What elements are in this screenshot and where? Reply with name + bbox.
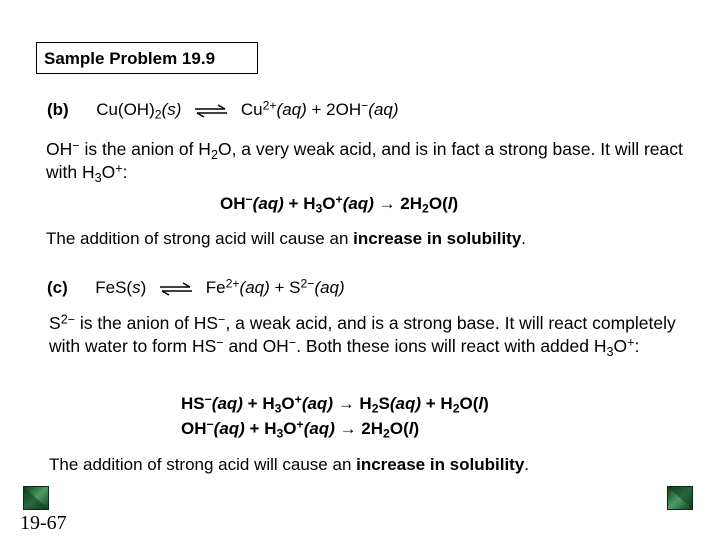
- part-b-equation: (b) $Cu(OH)_2(s) Cu^{2+}(aq) + 2OH^-(aq)$: [47, 98, 399, 122]
- part-c-label: (c): [47, 278, 68, 297]
- part-b-reaction: $OH^-(aq) + H_3O^+(aq) \to 2H_2O(l)$: [220, 192, 459, 216]
- part-c-reaction-1: $HS^-(aq) + H_3O^+(aq) \to H_2S(aq) + H_2O(l)$: [181, 392, 489, 416]
- forward-nav-icon[interactable]: [667, 486, 693, 510]
- part-c-equation: (c) FeS(s) $Fe^{2+}(aq) + S^{2-}(aq)$: [47, 276, 345, 297]
- equilibrium-arrow-icon: [159, 282, 193, 296]
- problem-title: Sample Problem 19.9: [36, 42, 258, 74]
- back-nav-icon[interactable]: [23, 486, 49, 510]
- part-b-label: (b): [47, 100, 69, 119]
- part-b-conclusion: The addition of strong acid will cause an increase in solubility.: [46, 229, 527, 248]
- page-number: 19-67: [20, 512, 67, 534]
- part-c-conclusion: The addition of strong acid will cause an increase in solubility.: [49, 455, 530, 474]
- part-c-reaction-2: $OH^-(aq) + H_3O^+(aq) \to 2H_2O(l)$: [181, 417, 420, 441]
- equilibrium-arrow-icon: [194, 104, 228, 118]
- part-c-explanation: $S^{2-}$ is the anion of HS−, a weak acid, and is a strong base. It will react completely with water to form HS− and OH−. Both these ions will react with added $H_3O^+$:: [49, 312, 676, 359]
- part-b-explanation: OH− is the anion of $H_2O$, a very weak acid, and is in fact a strong base. It will react with $H_3O^+$:: [46, 138, 683, 185]
